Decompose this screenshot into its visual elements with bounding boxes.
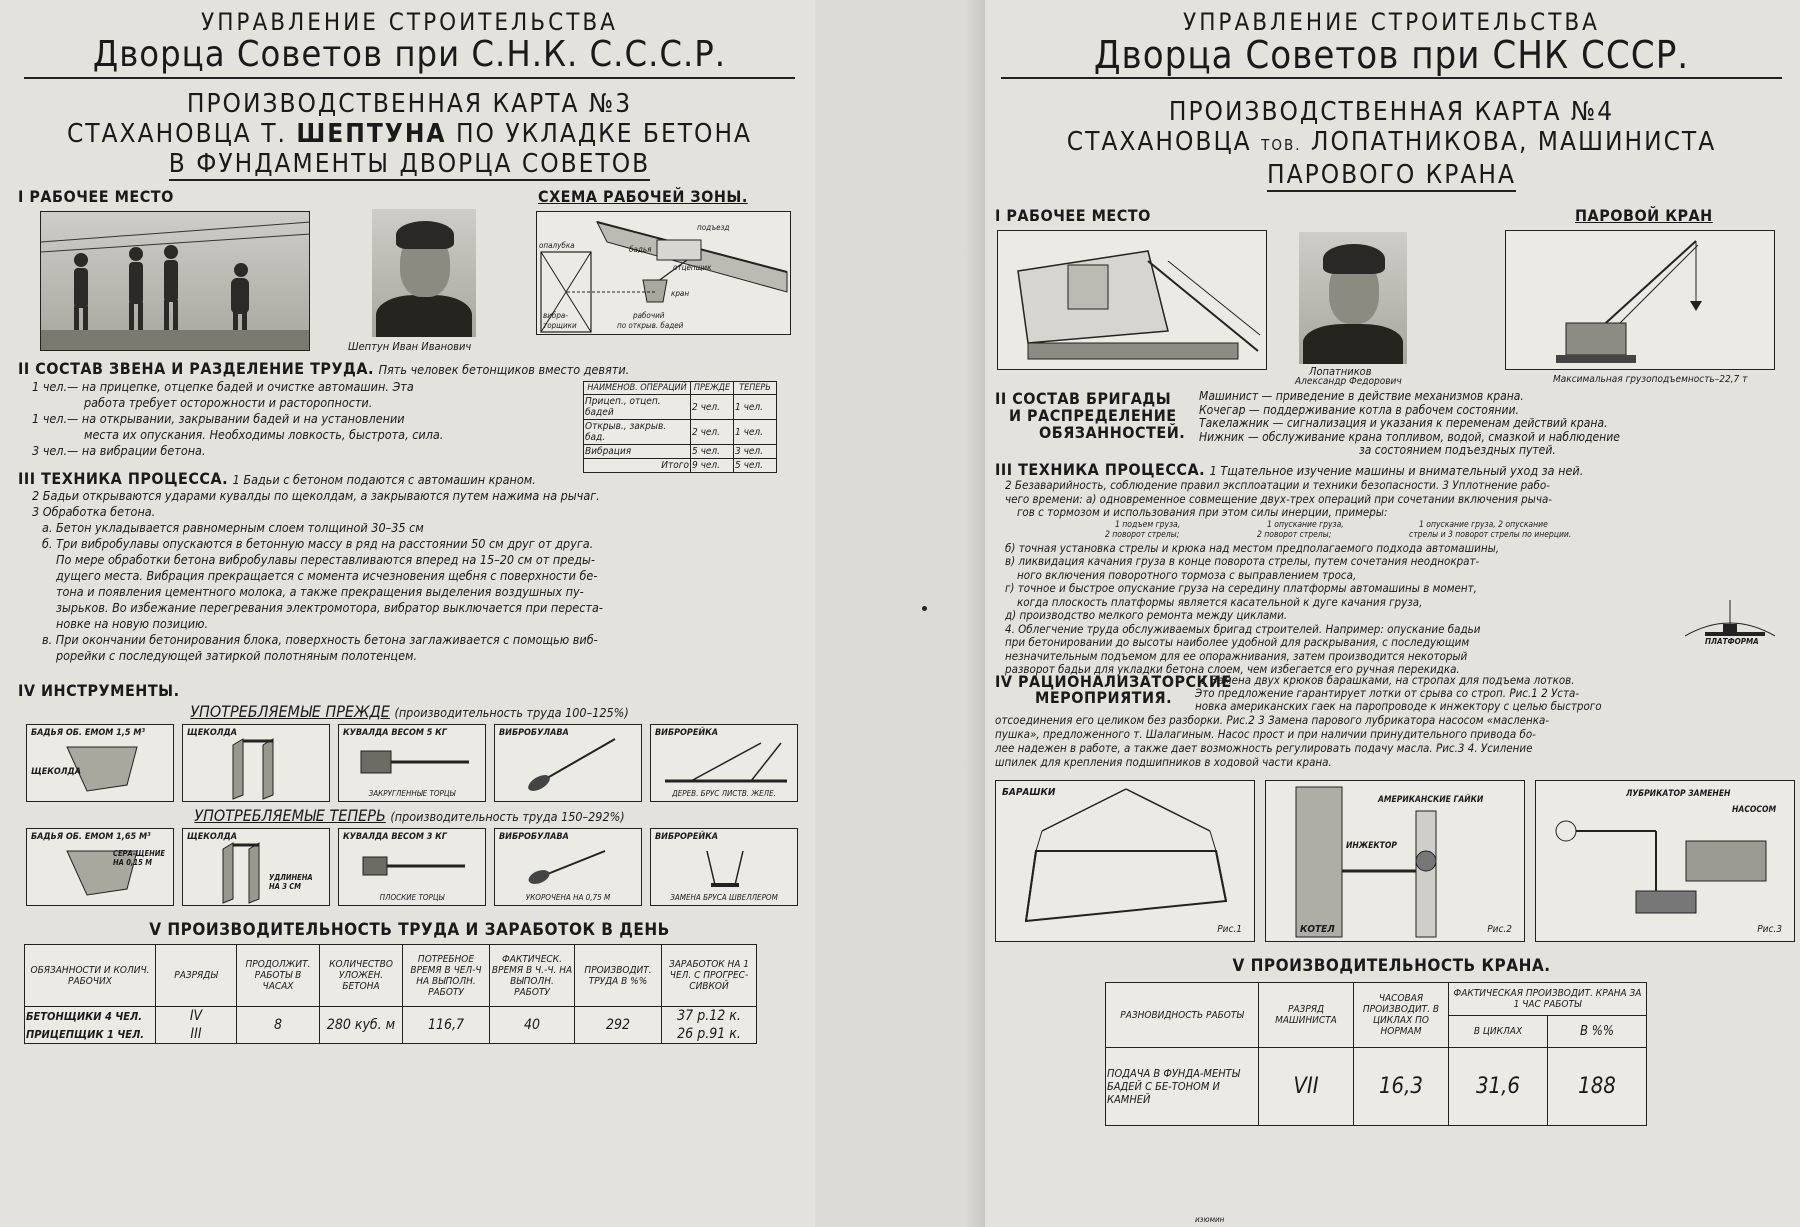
tool-screed-old: ВИБРОРЕЙКА ДЕРЕВ. БРУС ЛИСТВ. ЖЕЛЕ. — [650, 724, 798, 802]
book-gutter — [815, 0, 985, 1227]
left-s2-heading: II СОСТАВ ЗВЕНА И РАЗДЕЛЕНИЕ ТРУДА. — [18, 359, 374, 378]
right-section-2 — [995, 390, 1788, 460]
right-portrait-caption2: Александр Федорович — [1295, 376, 1402, 387]
right-card-line3: ПАРОВОГО КРАНА — [1267, 160, 1516, 190]
crane-productivity-table: РАЗНОВИДНОСТЬ РАБОТЫ РАЗРЯД МАШИНИСТА ЧАСОВАЯ ПРОИЗВОДИТ. В ЦИКЛАХ ПО НОРМАМ ФАКТИЧЕСКАЯ ПРОИЗВОДИТ. КРАНА ЗА 1 ЧАС РАБОТЫ В ЦИКЛАХ В %% ПОДАЧА В ФУНДА-МЕНТЫ БАДЕЙ С БЕ-ТОНОМ И КАМНЕЙ VII 16,3 31,6 188 — [1105, 982, 1647, 1126]
left-s2-intro: Пять человек бетонщиков вместо девяти. — [378, 362, 630, 377]
tool-bucket-old: БАДЬЯ ОБ. ЕМОМ 1,5 М³ ЩЕКОЛДА — [26, 724, 174, 802]
table-row: ПОДАЧА В ФУНДА-МЕНТЫ БАДЕЙ С БЕ-ТОНОМ И КАМНЕЙ VII 16,3 31,6 188 — [1106, 1048, 1647, 1126]
right-card-title: ПРОИЗВОДСТВЕННАЯ КАРТА №4 — [1168, 97, 1615, 127]
before-tools-row — [26, 724, 801, 802]
left-portrait — [372, 209, 476, 337]
right-s2-heading: II СОСТАВ БРИГАДЫ И РАСПРЕДЕЛЕНИЕ ОБЯЗАННОСТЕЙ. — [995, 389, 1186, 442]
right-s4-heading-1: IV РАЦИОНАЛИЗАТОРСКИЕ — [995, 672, 1232, 691]
right-s3-intro: 1 Тщательное изучение машины и внимательный уход за ней. — [1209, 463, 1584, 478]
right-portrait — [1299, 232, 1407, 364]
table-row: Итого 9 чел. 5 чел. — [584, 459, 777, 473]
workers-illustration — [41, 212, 310, 351]
right-s4-heading-2: МЕРОПРИЯТИЯ. — [1035, 688, 1173, 707]
left-card-title: ПРОИЗВОДСТВЕННАЯ КАРТА №3 — [186, 89, 633, 119]
right-card-subtitle: СТАХАНОВЦА ТОВ. ЛОПАТНИКОВА, МАШИНИСТА — [1066, 127, 1717, 157]
right-crane-heading: ПАРОВОЙ КРАН — [1575, 206, 1713, 225]
tool-sledgehammer-old: КУВАЛДА ВЕСОМ 5 КГ ЗАКРУГЛЕННЫЕ ТОРЦЫ — [338, 724, 486, 802]
right-org-title: УПРАВЛЕНИЕ СТРОИТЕЛЬСТВА — [1183, 8, 1600, 36]
left-worker-name: ШЕПТУНА — [296, 119, 447, 149]
table-row: Вибрация 5 чел. 3 чел. — [584, 445, 777, 459]
right-palace-title: Дворца Советов при СНК СССР. — [1001, 36, 1782, 79]
workers-photo — [40, 211, 310, 351]
right-section-3 — [995, 460, 1788, 676]
left-scheme-heading: СХЕМА РАБОЧЕЙ ЗОНЫ. — [538, 187, 748, 206]
tool-vibrator-old: ВИБРОБУЛАВА — [494, 724, 642, 802]
left-page — [0, 0, 815, 1227]
tool-sledgehammer-new: КУВАЛДА ВЕСОМ 3 КГ ПЛОСКИЕ ТОРЦЫ — [338, 828, 486, 906]
ink-dot — [922, 606, 927, 611]
right-page — [985, 0, 1800, 1227]
left-card-subtitle: СТАХАНОВЦА Т. ШЕПТУНА ПО УКЛАДКЕ БЕТОНА — [66, 119, 753, 149]
examples-row: 1 подъем груза, 2 поворот стрелы; 1 опускание груза, 2 поворот стрелы; 1 опускание груза, 2 опускание стрелы и 3 поворот стрелы по инерции. — [1105, 519, 1572, 540]
left-s2-text: 1 чел.— на прицепке, отцепке бадей и очистке автомашин. Эта работа требует осторожности и расторопности. 1 чел.— на открывании, закрывании бадей и на установлении места их опускания. Необходимы ловкость, быстрота, сила. 3 чел.— на вибрации бетона. — [32, 379, 444, 458]
right-section-1 — [995, 206, 1788, 386]
right-s2-text: Машинист — приведение в действие механизмов крана. Кочегар — поддерживание котла в рабочем состоянии. Такелажник — сигнализация и указания к переменам действий крана. Нижник — обслуживание крана топливом, водой, смазкой и наблюдение за состоянием подъездных путей. — [1199, 389, 1620, 457]
right-section-4: IV РАЦИОНАЛИЗАТОРСКИЕ МЕРОПРИЯТИЯ. 1 Замена двух крюков барашками, на стропах для подъема лотков. Это предложение гарантирует лотки от срыва со строп. Рис.1 2 Уста- новка американских гаек на паропроводе к инжектору с целью быстрого отсоединения его целиком без разборки. Рис.2 3 Замена парового лубрикатора насосом «масленка- пушка», предложенного т. Шалагиным. Насос прост и при наличии принудительного привода бо- лее надежен в работе, а также дает возможность регулировать подачу масла. Рис.3 4. Усиление шпилек для крепления подшипников в ходовой части крана. — [995, 672, 1602, 769]
left-s5-heading: V ПРОИЗВОДИТЕЛЬНОСТЬ ТРУДА И ЗАРАБОТОК В ДЕНЬ — [149, 920, 670, 940]
steam-crane-drawing — [1505, 230, 1775, 370]
tool-bucket-new: БАДЬЯ ОБ. ЕМОМ 1,65 М³ СЕРА-ЩЕНИЕ НА 0,15 М — [26, 828, 174, 906]
left-org-title: УПРАВЛЕНИЕ СТРОИТЕЛЬСТВА — [201, 8, 618, 36]
fig1-toggle-hooks: БАРАШКИ Рис.1 — [995, 780, 1255, 942]
right-s3-heading: III ТЕХНИКА ПРОЦЕССА. — [995, 460, 1206, 479]
platform-diagram: ПЛАТФОРМА — [1685, 600, 1775, 646]
right-worker-name: ЛОПАТНИКОВА, МАШИНИСТА — [1310, 127, 1717, 157]
tool-screed-new: ВИБРОРЕЙКА ЗАМЕНА БРУСА ШВЕЛЛЕРОМ — [650, 828, 798, 906]
table-row: ПРИЦЕПЩИК 1 ЧЕЛ. III 26 р.91 к. — [25, 1025, 757, 1044]
fig3-lubricator-pump: ЛУБРИКАТОР ЗАМЕНЕН НАСОСОМ Рис.3 — [1535, 780, 1795, 942]
now-tools-row — [26, 828, 801, 906]
crane-cab-drawing — [997, 230, 1267, 370]
left-s3-intro: 1 Бадьи с бетоном подаются с автомашин краном. — [232, 472, 536, 487]
right-s1-heading: I РАБОЧЕЕ МЕСТО — [995, 206, 1151, 225]
left-section-4 — [18, 681, 801, 906]
tool-latch-new: ЩЕКОЛДА УДЛИНЕНА НА 3 СМ — [182, 828, 330, 906]
left-s1-heading: I РАБОЧЕЕ МЕСТО — [18, 187, 174, 206]
now-tools-title: УПОТРЕБЛЯЕМЫЕ ТЕПЕРЬ — [194, 806, 386, 825]
left-s3-text: 2 Бадьи открываются ударами кувалды по щеколдам, а закрываются путем нажима на рычаг. 3 Обработка бетона. а. Бетон укладывается равномерным слоем толщиной 30–35 см б. Три вибробулавы опускаются в бетонную массу в ряд на расстоянии 50 см друг от друга. По мере обработки бетона вибробулавы переставливаются вперед на 15–20 см от преды- дущего места. Вибрация прекращается с момента исчезновения щебня с поверхности бе- тона и появления цементного молока, а также прекращения выделения воздушных пу- зырьков. Во избежание перегревания электромотора, вибратор выключается при переста- новке на новую позицию. в. При окончании бетонирования блока, поверхность бетона заглаживается с помощью виб- рорейки с последующей затиркой полотняным полотенцем. — [32, 488, 603, 663]
left-section-1 — [18, 187, 801, 359]
left-palace-title: Дворца Советов при С.Н.К. С.С.С.Р. — [24, 36, 795, 79]
before-tools-note: (производительность труда 100–125%) — [394, 705, 629, 720]
left-s4-heading: IV ИНСТРУМЕНТЫ. — [18, 681, 180, 700]
table-row: Открыв., закрыв. бад. 2 чел. 1 чел. — [584, 420, 777, 445]
right-s3-text: 2 Безаварийность, соблюдение правил эксплоатации и техники безопасности. 3 Уплотнение рабо- чего времени: а) одновременное совмещение двух-трех операций при сочетании включения рыча- гов с тормозом и использования при этом силы инерции, примеры: 1 подъем груза, 2 поворот стрелы; 1 опускание груза, 2 поворот стрелы; 1 опускание груза, 2 опускание стрелы и 3 поворот стрелы по инерции. б) точная установка стрелы и крюка над местом предполагаемого подхода автомашины, в) ликвидация качания груза в конце поворота стрелы, путем сочетания неоднократ- ного включения поворотного тормоза с выправлением троса, г) точное и быстрое опускание груза на середину платформы автомашины в момент, когда плоскость платформы является касательной к дуге качания груза, д) производство мелкого ремонта между циклами. 4. Облегчение труда обслуживаемых бригад строителей. Например: опускание бадьи при бетонировании до высоты наиболее удобной для раскрывания, с последующим незначительным подъемом для ее опоражнивания, затем производится некоторый разворот бадьи для укладки бетона слоем, чем избегается его ручная перекидка. — [995, 479, 1788, 677]
left-card-line3: В ФУНДАМЕНТЫ ДВОРЦА СОВЕТОВ — [168, 149, 651, 179]
left-section-2 — [18, 359, 801, 469]
right-portrait-caption1: Лопатников — [1309, 365, 1372, 378]
now-tools-note: (производительность труда 150–292%) — [390, 809, 625, 824]
fig2-injector-nuts: АМЕРИКАНСКИЕ ГАЙКИ ИНЖЕКТОР КОТЕЛ Рис.2 — [1265, 780, 1525, 942]
work-zone-diagram: подъезд опалубка бадья отцепщик кран вибра- торщики рабочий по открыв. бадей — [536, 211, 791, 335]
table-footnote: изюмин — [1195, 1215, 1225, 1224]
rationalization-figures — [995, 780, 1788, 942]
tool-vibrator-new: ВИБРОБУЛАВА УКОРОЧЕНА НА 0,75 М — [494, 828, 642, 906]
pay-table: ОБЯЗАННОСТИ И КОЛИЧ. РАБОЧИХ РАЗРЯДЫ ПРОДОЛЖИТ. РАБОТЫ В ЧАСАХ КОЛИЧЕСТВО УЛОЖЕН. БЕТОНА ПОТРЕБНОЕ ВРЕМЯ В ЧЕЛ-Ч НА ВЫПОЛН. РАБОТУ ФАКТИЧЕСК. ВРЕМЯ В Ч.-Ч. НА ВЫПОЛН. РАБОТУ ПРОИЗВОДИТ. ТРУДА В %% ЗАРАБОТОК НА 1 ЧЕЛ. С ПРОГРЕС-СИВКОЙ БЕТОНЩИКИ 4 ЧЕЛ. IV 8 280 куб. м 116,7 40 292 37 р.12 к. ПРИЦЕПЩИК 1 ЧЕЛ. III 26 р.91 к. — [24, 944, 757, 1044]
table-row: Прицеп., отцеп. бадей 2 чел. 1 чел. — [584, 395, 777, 420]
crane-capacity-caption: Максимальная грузоподъемность–22,7 т — [1553, 374, 1748, 385]
left-portrait-caption: Шептун Иван Иванович — [348, 340, 472, 353]
left-s3-heading: III ТЕХНИКА ПРОЦЕССА. — [18, 469, 229, 488]
tool-latch-old: ЩЕКОЛДА — [182, 724, 330, 802]
table-row: БЕТОНЩИКИ 4 ЧЕЛ. IV 8 280 куб. м 116,7 40 292 37 р.12 к. — [25, 1007, 757, 1026]
right-s5-heading: V ПРОИЗВОДИТЕЛЬНОСТЬ КРАНА. — [1232, 956, 1551, 976]
left-section-3 — [18, 469, 801, 681]
before-tools-title: УПОТРЕБЛЯЕМЫЕ ПРЕЖДЕ — [190, 702, 390, 721]
crew-table: НАИМЕНОВ. ОПЕРАЦИЙ ПРЕЖДЕ ТЕПЕРЬ Прицеп., отцеп. бадей 2 чел. 1 чел. Открыв., закрыв. бад. 2 чел. 1 чел. Вибрация 5 чел. 3 чел. Итого 9 чел. 5 чел. — [583, 381, 777, 473]
